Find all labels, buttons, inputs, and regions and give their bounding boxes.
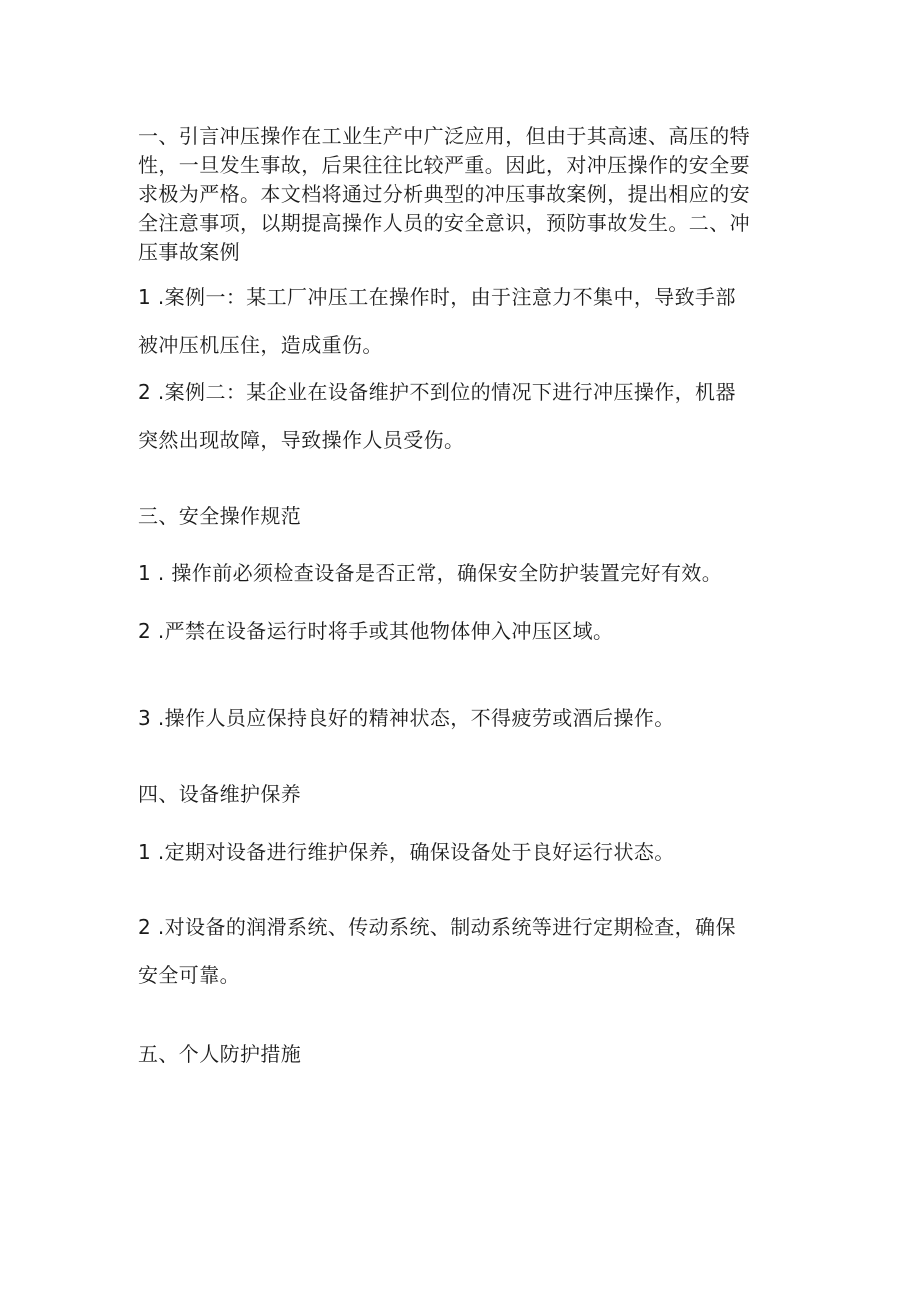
intro-line: 性，一旦发生事故，后果往往比较严重。因此，对冲压操作的安全要 (138, 153, 750, 177)
section-4-heading: 四、设备维护保养 (138, 782, 302, 806)
section-3-heading: 三、安全操作规范 (138, 504, 302, 528)
case-1-paragraph (138, 273, 788, 369)
intro-paragraph (138, 122, 788, 267)
section-4-item-2-line: 安全可靠。 (138, 963, 240, 987)
case-2-paragraph (138, 368, 788, 464)
section-4-item-1: 1 .定期对设备进行维护保养，确保设备处于良好运行状态。 (138, 840, 675, 864)
case-1-line: 被冲压机压住，造成重伤。 (138, 333, 383, 357)
section-3-item-1: 1 . 操作前必须检查设备是否正常，确保安全防护装置完好有效。 (138, 561, 723, 585)
section-5-heading: 五、个人防护措施 (138, 1042, 302, 1066)
intro-line: 全注意事项，以期提高操作人员的安全意识，预防事故发生。二、冲 (138, 211, 750, 235)
section-3-item-2: 2 .严禁在设备运行时将手或其他物体伸入冲压区域。 (138, 619, 614, 643)
case-1-line: 1 .案例一：某工厂冲压工在操作时，由于注意力不集中，导致手部 (138, 285, 736, 309)
case-2-line: 2 .案例二：某企业在设备维护不到位的情况下进行冲压操作，机器 (138, 380, 736, 404)
section-4-item-2 (138, 903, 788, 999)
section-4-item-2-line: 2 .对设备的润滑系统、传动系统、制动系统等进行定期检查，确保 (138, 915, 736, 939)
case-2-line: 突然出现故障，导致操作人员受伤。 (138, 428, 465, 452)
intro-line: 求极为严格。本文档将通过分析典型的冲压事故案例，提出相应的安 (138, 182, 750, 206)
intro-line: 一、引言冲压操作在工业生产中广泛应用，但由于其高速、高压的特 (138, 124, 750, 148)
intro-line: 压事故案例 (138, 240, 240, 264)
section-3-item-3: 3 .操作人员应保持良好的精神状态，不得疲劳或酒后操作。 (138, 706, 675, 730)
